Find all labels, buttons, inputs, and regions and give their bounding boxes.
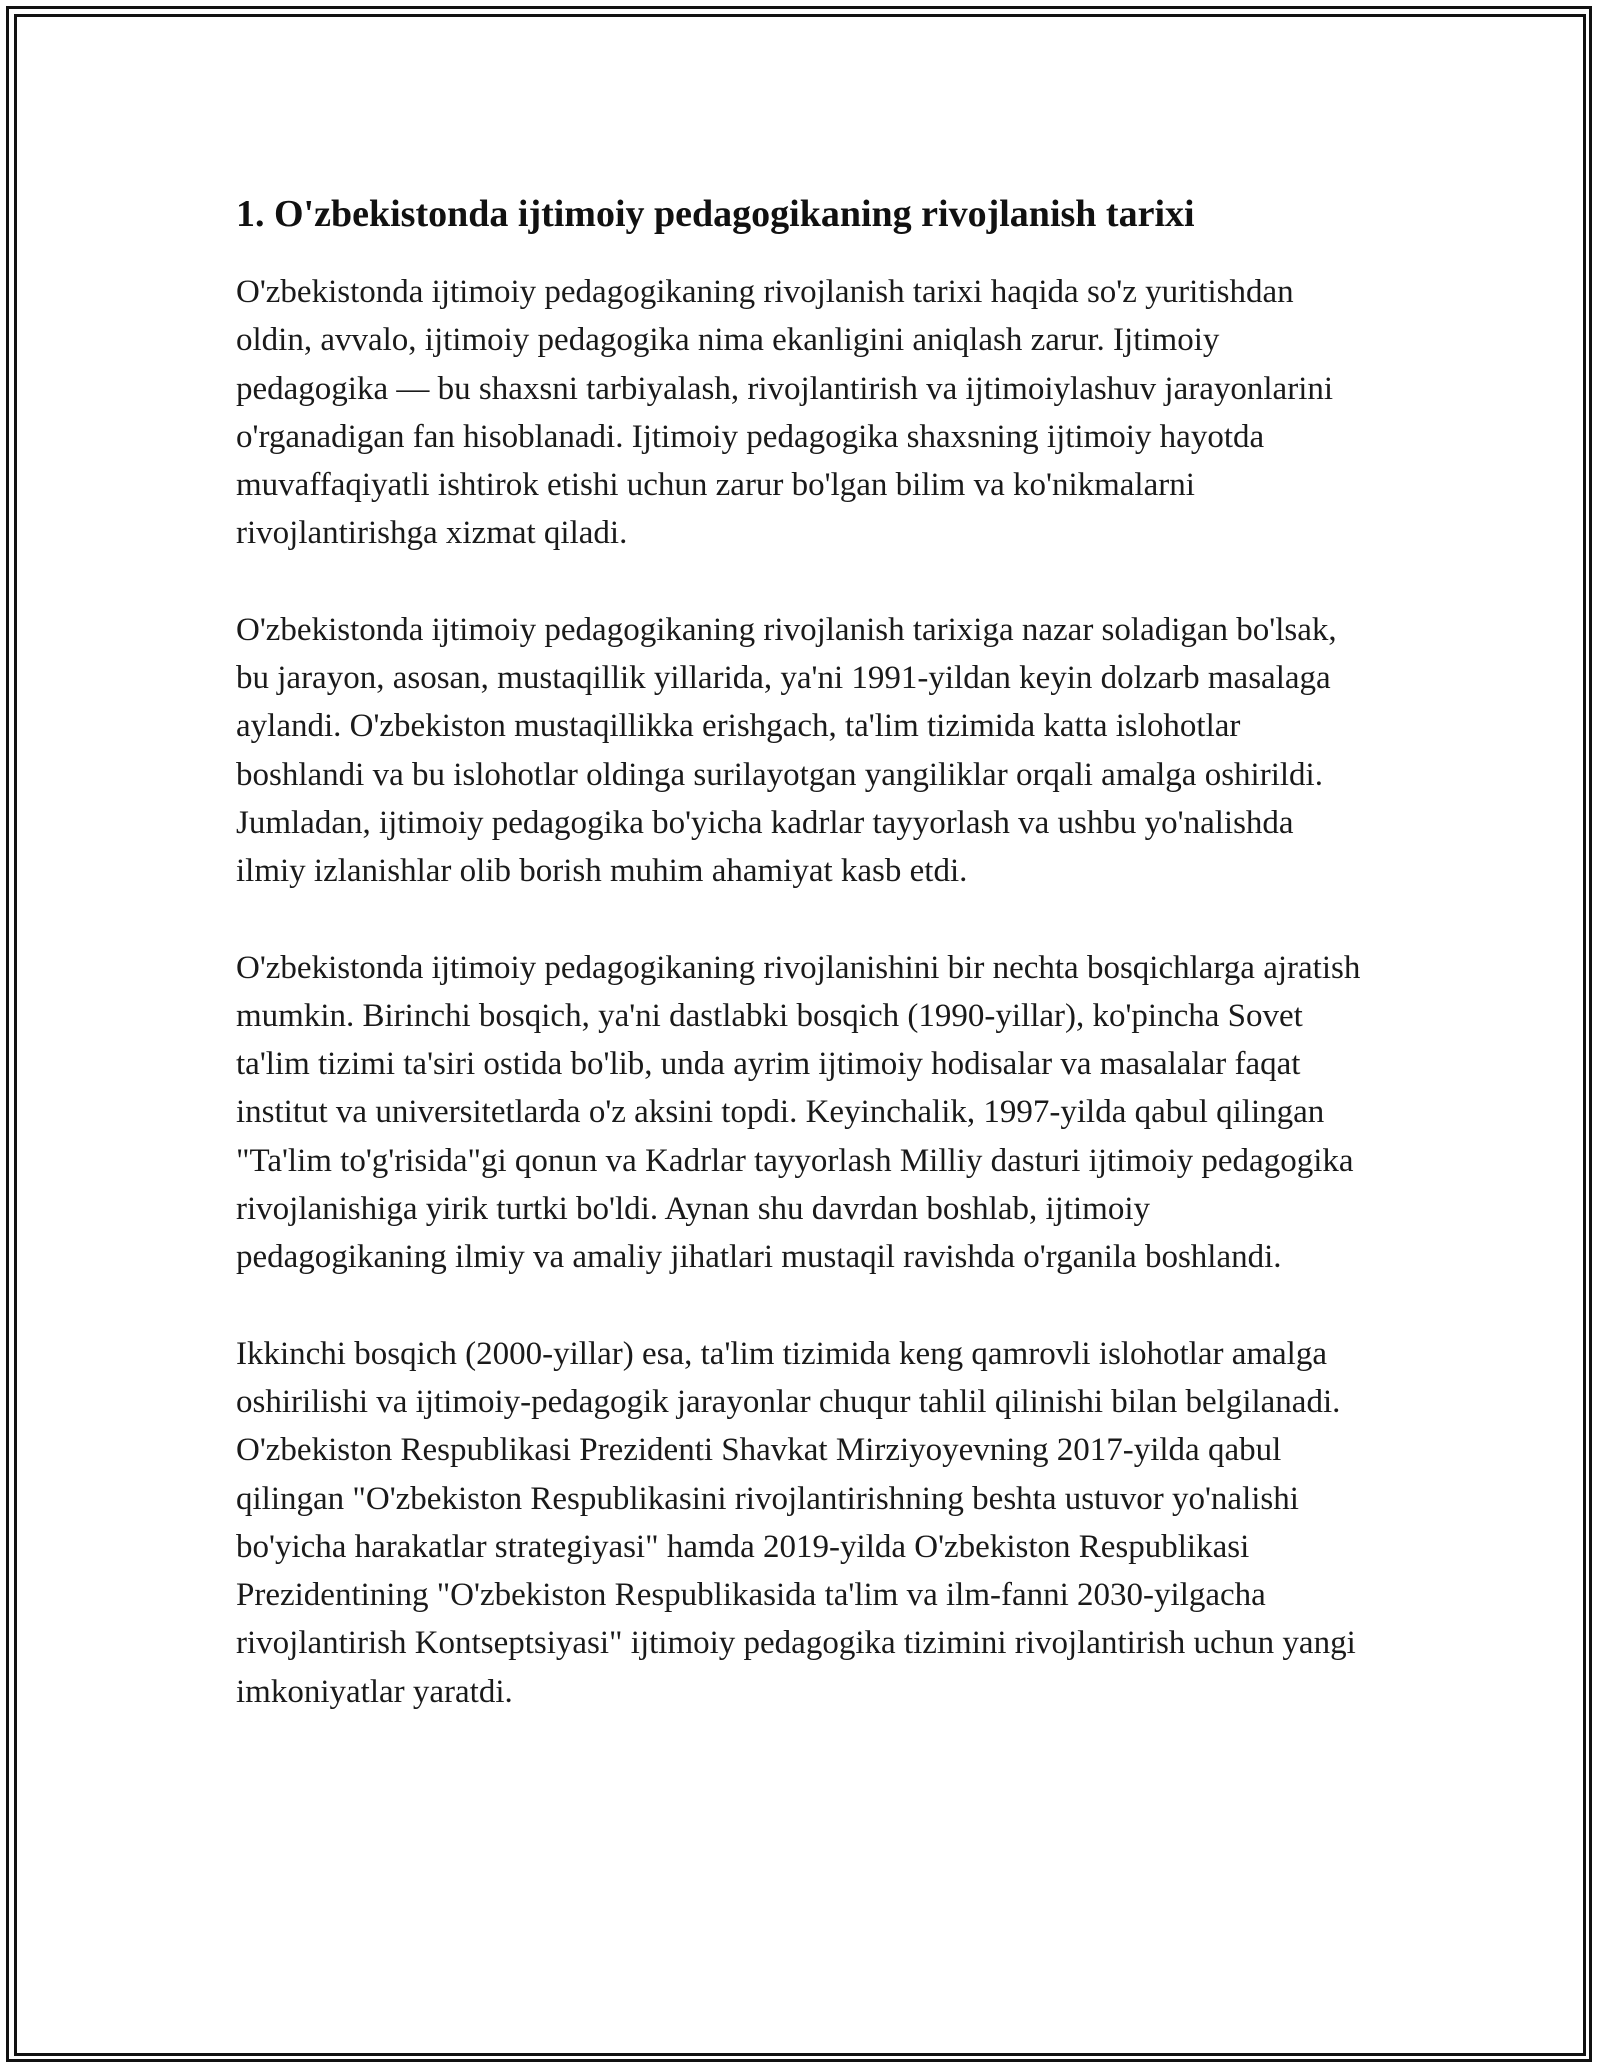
section-heading: 1. O'zbekistonda ijtimoiy pedagogikaning rivojlanish tarixi [236,193,1195,235]
paragraph-1: O'zbekistonda ijtimoiy pedagogikaning rivojlanish tarixi haqida so'z yuritishdan oldin, avvalo, ijtimoiy pedagogika nima ekanligini aniqlash zarur. Ijtimoiy pedagogika — bu shaxsni tarbiyalash, rivojlantirish va ijtimoiylashuv jarayonlarini o'rganadigan fan hisoblanadi. Ijtimoiy pedagogika shaxsning ijtimoiy hayotda muvaffaqiyatli ishtirok etishi uchun zarur bo'lgan bilim va ko'nikmalarni rivojlantirishga xizmat qiladi. [236,274,1334,552]
document-body [236,186,1366,1764]
paragraph-4: Ikkinchi bosqich (2000-yillar) esa, ta'lim tizimida keng qamrovli islohotlar amalga oshirilishi va ijtimoiy-pedagogik jarayonlar chuqur tahlil qilinishi bilan belgilanadi. O'zbekiston Respublikasi Prezidenti Shavkat Mirziyoyevning 2017-yilda qabul qilingan "O'zbekiston Respublikasini rivojlantirishning beshta ustuvor yo'nalishi bo'yicha harakatlar strategiyasi" hamda 2019-yilda O'zbekiston Respublikasi Prezidentining "O'zbekiston Respublikasida ta'lim va ilm-fanni 2030-yilgacha rivojlantirish Kontseptsiyasi" ijtimoiy pedagogika tizimini rivojlantirish uchun yangi imkoniyatlar yaratdi. [236,1335,1356,1710]
paragraph-2: O'zbekistonda ijtimoiy pedagogikaning rivojlanish tarixiga nazar soladigan bo'lsak, bu jarayon, asosan, mustaqillik yillarida, ya'ni 1991-yildan keyin dolzarb masalaga aylandi. O'zbekiston mustaqillikka erishgach, ta'lim tizimida katta islohotlar boshlandi va bu islohotlar oldinga surilayotgan yangiliklar orqali amalga oshirildi. Jumladan, ijtimoiy pedagogika bo'yicha kadrlar tayyorlash va ushbu yo'nalishda ilmiy izlanishlar olib borish muhim ahamiyat kasb etdi. [236,611,1337,890]
paragraph-3: O'zbekistonda ijtimoiy pedagogikaning rivojlanishini bir nechta bosqichlarga ajratish mumkin. Birinchi bosqich, ya'ni dastlabki bosqich (1990-yillar), ko'pincha Sovet ta'lim tizimi ta'siri ostida bo'lib, unda ayrim ijtimoiy hodisalar va masalalar faqat institut va universitetlarda o'z aksini topdi. Keyinchalik, 1997-yilda qabul qilingan "Ta'lim to'g'risida"gi qonun va Kadrlar tayyorlash Milliy dasturi ijtimoiy pedagogika rivojlanishiga yirik turtki bo'ldi. Aynan shu davrdan boshlab, ijtimoiy pedagogikaning ilmiy va amaliy jihatlari mustaqil ravishda o'rganila boshlandi. [236,949,1361,1276]
